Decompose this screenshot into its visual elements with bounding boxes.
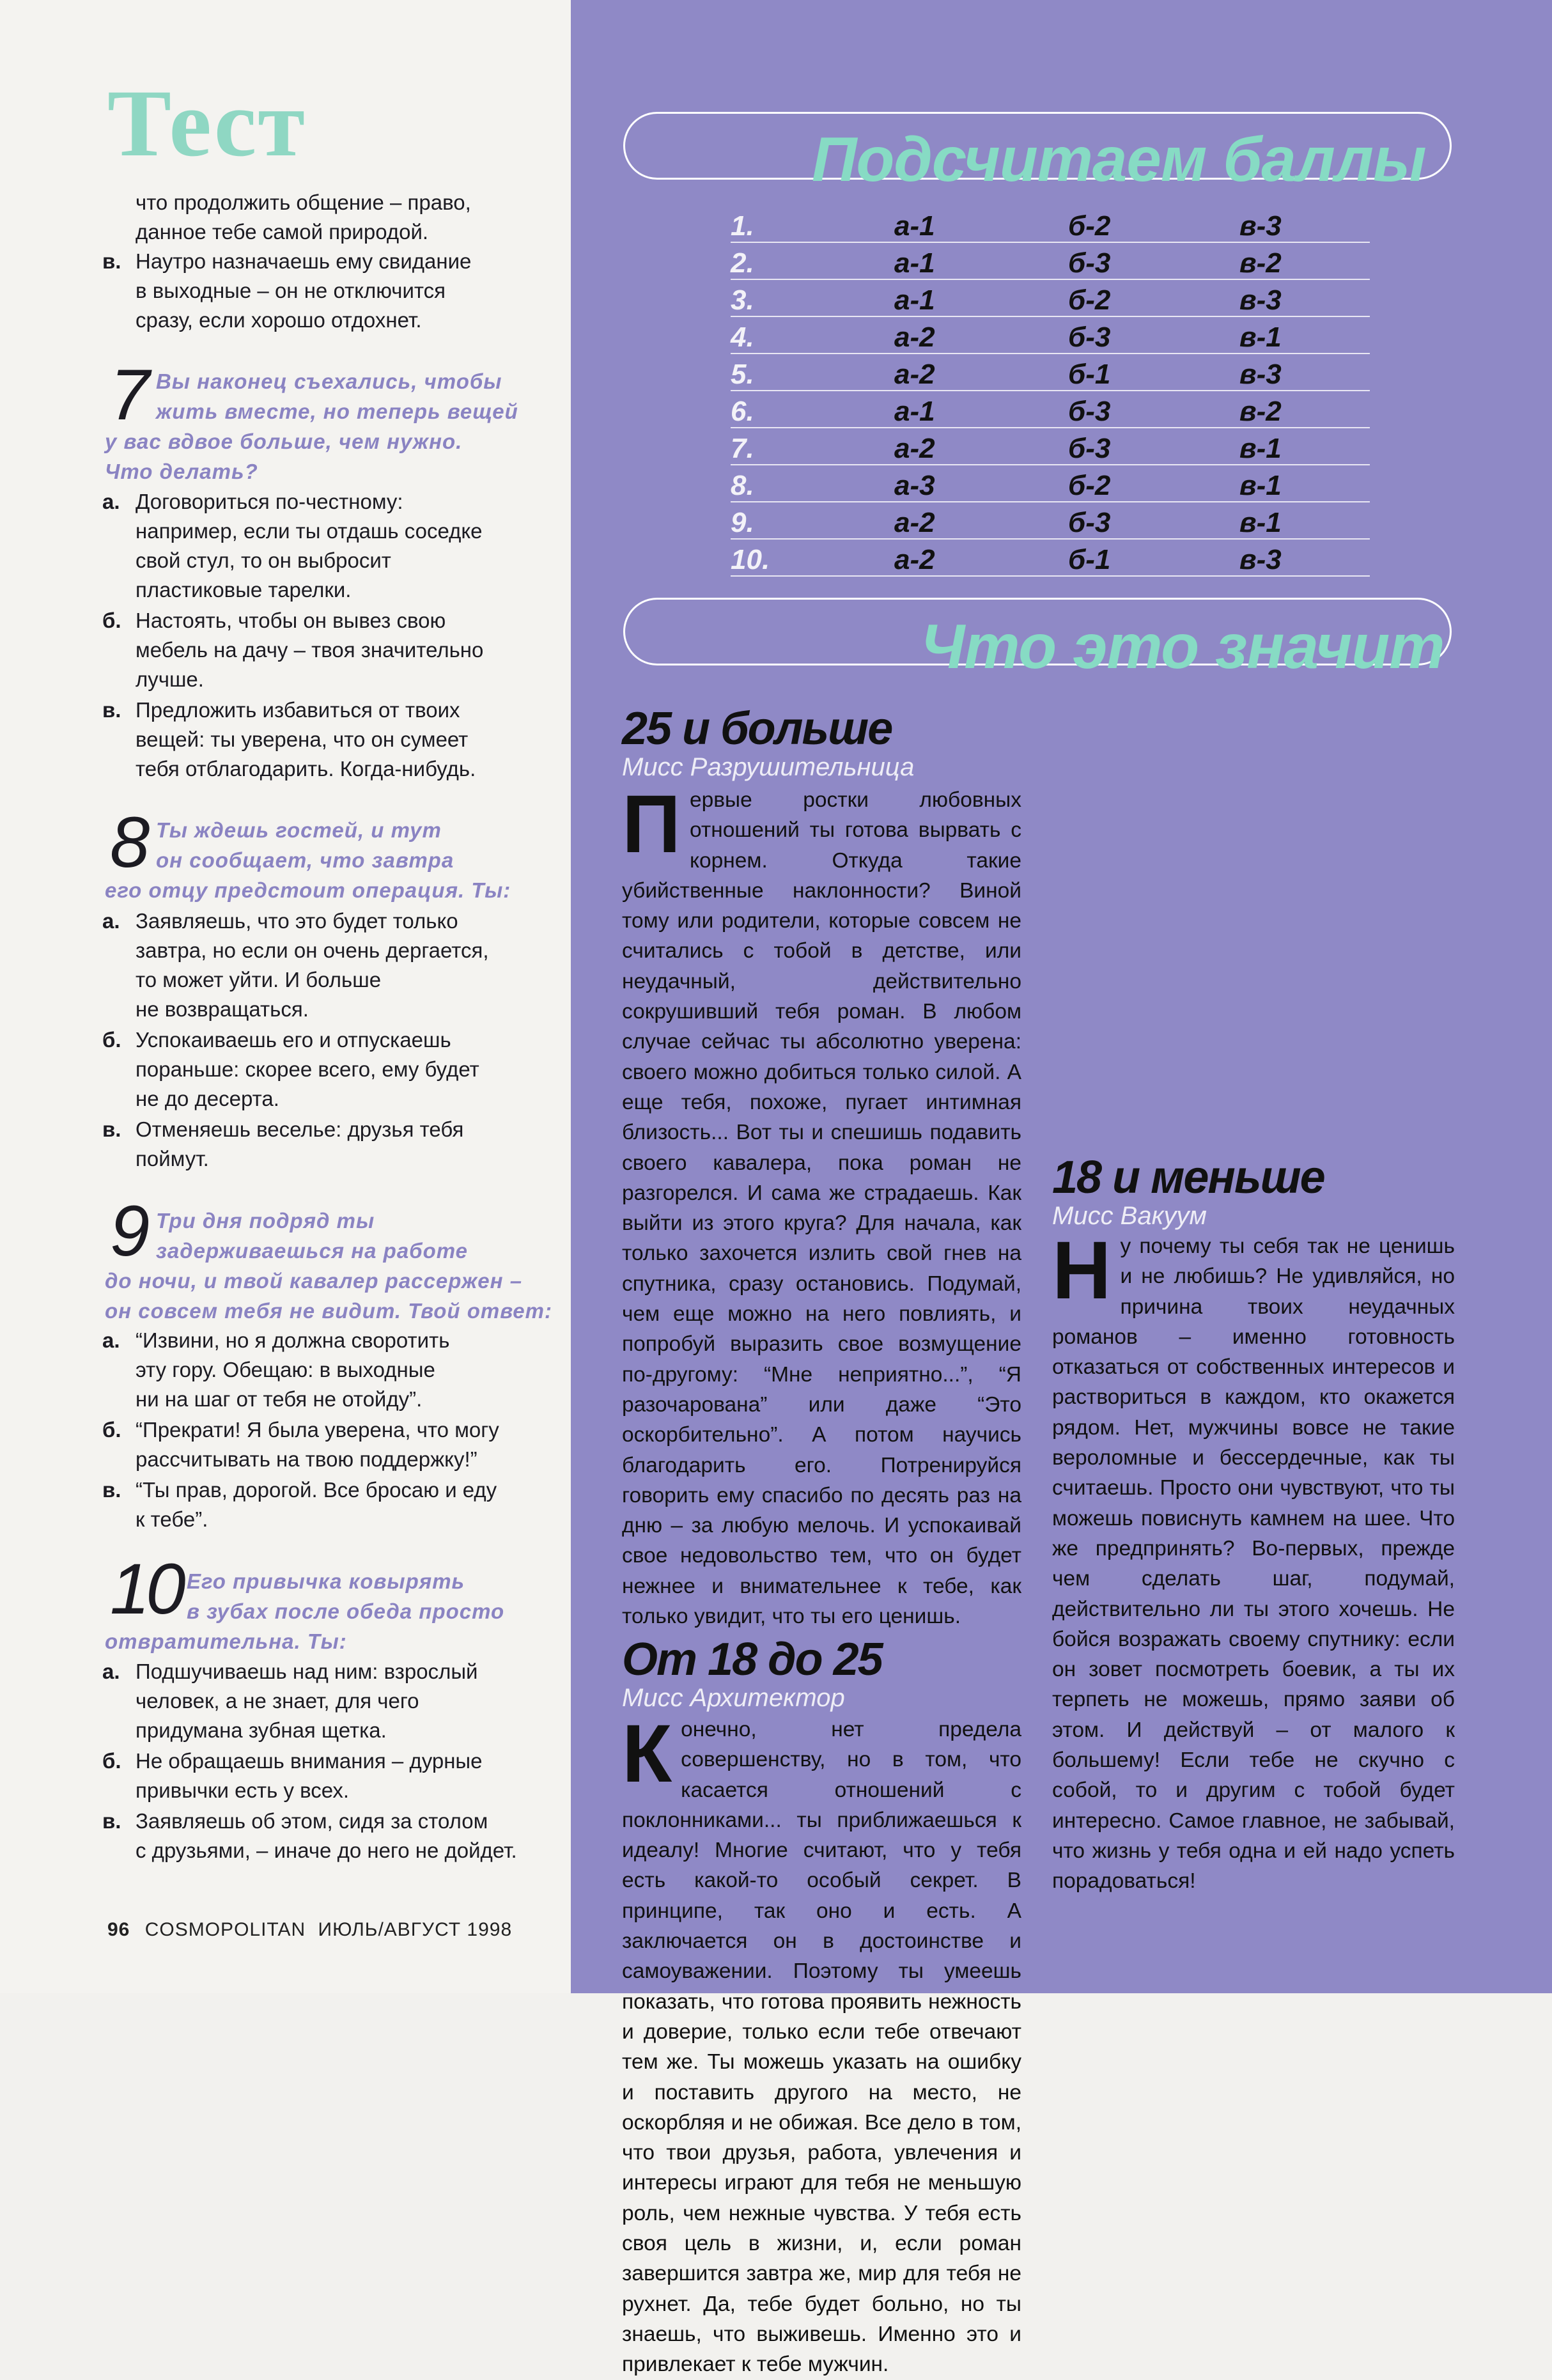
answer-10a (102, 1657, 550, 1745)
score-row (731, 208, 1370, 244)
score-b: б-3 (1068, 507, 1111, 538)
question-8-text (105, 815, 511, 905)
section-heading-18-less: 18 и меньше (1052, 1152, 1324, 1203)
question-number-7: 7 (110, 355, 146, 435)
text-line: Настоять, чтобы он вывез свою (136, 609, 446, 632)
text-line: Не обращаешь внимания – дурные (136, 1749, 483, 1773)
score-b: б-3 (1068, 247, 1111, 279)
question-line: Его привычка ковырять (187, 1569, 465, 1593)
score-a: а-3 (894, 470, 935, 501)
score-c: в-1 (1239, 470, 1282, 501)
text-line: свой стул, то он выбросит (136, 548, 391, 572)
score-row (731, 468, 1370, 504)
question-line: Что делать? (105, 460, 258, 483)
score-c: в-2 (1239, 396, 1282, 427)
answer-letter: а. (102, 909, 120, 933)
section-text-18-less (1052, 1225, 1455, 1897)
question-9-text (105, 1206, 552, 1326)
score-c: в-1 (1239, 322, 1282, 353)
answer-8a (102, 906, 550, 1024)
question-number-10: 10 (110, 1549, 182, 1629)
section-subtitle: Мисс Архитектор (622, 1684, 845, 1712)
question-line: отвратительна. Ты: (105, 1629, 347, 1653)
answer-8c (102, 1115, 550, 1174)
scores-title: Подсчитаем баллы (812, 124, 1426, 194)
answer-letter: в. (102, 1809, 121, 1833)
answer-8b (102, 1025, 550, 1114)
score-a: а-2 (894, 507, 935, 538)
drop-cap: Н (1052, 1225, 1112, 1316)
answer-10b (102, 1746, 550, 1805)
text-line: к тебе”. (136, 1507, 208, 1531)
question-line: Ты ждешь гостей, и тут (156, 818, 442, 842)
score-c: в-3 (1239, 210, 1282, 242)
score-row (731, 357, 1370, 393)
score-a: а-1 (894, 210, 935, 242)
score-c: в-3 (1239, 359, 1282, 390)
text-line: в выходные – он не отключится (136, 279, 446, 302)
text-line: Подшучиваешь над ним: взрослый (136, 1660, 478, 1683)
answer-letter: в. (102, 1117, 121, 1141)
score-b: б-2 (1068, 284, 1111, 316)
issue-date: ИЮЛЬ/АВГУСТ 1998 (318, 1919, 513, 1940)
section-heading-18-25: От 18 до 25 (622, 1634, 882, 1685)
text-line: завтра, но если он очень дергается, (136, 938, 489, 962)
answer-9a (102, 1326, 550, 1414)
score-a: а-2 (894, 544, 935, 575)
row-number: 9. (731, 507, 754, 538)
question-10-text (105, 1566, 504, 1656)
text-line: человек, а не знает, для чего (136, 1689, 419, 1713)
text-line: эту гору. Обещаю: в выходные (136, 1358, 435, 1381)
row-number: 7. (731, 433, 754, 464)
score-row (731, 283, 1370, 318)
text-line: поймут. (136, 1147, 209, 1171)
text-line: не возвращаться. (136, 997, 309, 1021)
score-b: б-1 (1068, 359, 1111, 390)
question-line: его отцу предстоит операция. Ты: (105, 878, 511, 902)
text-line: вещей: ты уверена, что он сумеет (136, 727, 469, 751)
text-line: пластиковые тарелки. (136, 578, 352, 602)
text-line: “Ты прав, дорогой. Все бросаю и еду (136, 1478, 497, 1502)
meaning-title: Что это значит (920, 611, 1445, 681)
score-row (731, 245, 1370, 281)
score-row (731, 431, 1370, 467)
text-line: пораньше: скорее всего, ему будет (136, 1057, 479, 1081)
answer-letter: в. (102, 698, 121, 722)
magazine-name: COSMOPOLITAN (144, 1919, 306, 1940)
row-number: 1. (731, 210, 754, 242)
score-a: а-1 (894, 396, 935, 427)
section-subtitle: Мисс Вакуум (1052, 1202, 1207, 1230)
answer-letter: а. (102, 1660, 120, 1683)
score-c: в-3 (1239, 284, 1282, 316)
answer-letter: а. (102, 490, 120, 513)
score-b: б-3 (1068, 322, 1111, 353)
answer-letter: б. (102, 1749, 121, 1773)
row-number: 2. (731, 247, 754, 279)
section-text-25-plus (622, 779, 1021, 1631)
text-line: “Прекрати! Я была уверена, что могу (136, 1418, 499, 1442)
score-a: а-2 (894, 322, 935, 353)
intro-text (102, 188, 550, 247)
question-line: он совсем тебя не видит. Твой ответ: (105, 1299, 552, 1323)
score-a: а-2 (894, 433, 935, 464)
answer-letter: в. (102, 249, 121, 273)
question-line: в зубах после обеда просто (187, 1599, 505, 1623)
answer-prev-c (102, 247, 550, 335)
text-line: данное тебе самой природой. (136, 220, 429, 244)
score-row (731, 542, 1370, 578)
score-b: б-2 (1068, 470, 1111, 501)
text-line: “Извини, но я должна своротить (136, 1328, 450, 1352)
text-line: с друзьями, – иначе до него не дойдет. (136, 1839, 517, 1862)
answer-10c (102, 1807, 550, 1865)
answer-7b (102, 606, 550, 694)
text-line: сразу, если хорошо отдохнет. (136, 308, 422, 332)
score-b: б-2 (1068, 210, 1111, 242)
paragraph: ервые ростки любовных отношений ты готова вырвать с корнем. Откуда такие убийственные наклонности? Виной тому или родители, которые совсем не считались с тобой в детстве, или неудачный, действительно сокрушивший тебя роман. В любом случае сейчас ты абсолютно уверена: своего можно добиться только силой. А еще тебя, похоже, пугает интимная близость... Вот ты и спешишь подавить своего кавалера, пока роман не разгорелся. И сама же страдаешь. Как выйти из этого круга? Для начала, как только захочется излить свой гнев на спутника, сразу остановись. Подумай, чем еще можно на него повлиять, и попробуй выразить свое возмущение по-другому: “Мне неприятно...”, “Я разочарована” или даже “Это оскорбительно”. А потом научись благодарить его. Потренируйся говорить ему спасибо по десять раз на дню – за любую мелочь. И успокаивай свое недовольство тем, что он будет нежнее и внимательнее к тебе, как только увидит, что ты его ценишь. (622, 788, 1021, 1629)
text-line: Успокаиваешь его и отпускаешь (136, 1028, 451, 1052)
score-row (731, 320, 1370, 355)
answer-letter: в. (102, 1478, 121, 1502)
answer-letter: б. (102, 1418, 121, 1442)
row-number: 5. (731, 359, 754, 390)
section-heading-25-plus: 25 и больше (622, 703, 892, 754)
answer-7a (102, 487, 550, 605)
row-number: 8. (731, 470, 754, 501)
question-line: он сообщает, что завтра (156, 848, 454, 872)
paragraph: онечно, нет предела совершенству, но в том, что касается отношений с поклонниками... ты приближаешься к идеалу! Многие считают, что у тебя есть какой-то особый секрет. В принципе, так оно и есть. А заключается он в достоинстве и самоуважении. Поэтому ты умеешь показать, что готова проявить нежность и доверие, только если тебе отвечают тем же. Ты можешь указать на ошибку и поставить другого на место, не оскорбляя и не обижая. Все дело в том, что твои друзья, работа, увлечения и интересы играют для тебя не меньшую роль, чем нежные чувства. У тебя есть своя цель в жизни, и, если роман завершится завтра же, мир для тебя не рухнет. Да, тебе будет больно, но ты знаешь, что выживешь. Именно это и привлекает к тебе мужчин. (622, 1718, 1021, 2377)
score-b: б-1 (1068, 544, 1111, 575)
score-row (731, 505, 1370, 541)
question-line: жить вместе, но теперь вещей (156, 400, 518, 423)
answer-letter: б. (102, 1028, 121, 1052)
text-line: ни на шаг от тебя не отойду”. (136, 1387, 423, 1411)
question-7-text (105, 366, 518, 486)
section-subtitle: Мисс Разрушительница (622, 753, 915, 781)
score-c: в-2 (1239, 247, 1282, 279)
score-row (731, 394, 1370, 430)
text-line: лучше. (136, 667, 204, 691)
section-text-18-25 (622, 1708, 1021, 2380)
drop-cap: К (622, 1708, 672, 1800)
score-b: б-3 (1068, 433, 1111, 464)
page-number: 96 (107, 1919, 130, 1940)
score-a: а-2 (894, 359, 935, 390)
answer-letter: а. (102, 1328, 120, 1352)
text-line: Заявляешь об этом, сидя за столом (136, 1809, 488, 1833)
question-number-9: 9 (110, 1191, 146, 1271)
answer-9c (102, 1475, 550, 1534)
text-line: Предложить избавиться от твоих (136, 698, 460, 722)
score-a: а-1 (894, 247, 935, 279)
score-a: а-1 (894, 284, 935, 316)
text-line: тебя отблагодарить. Когда-нибудь. (136, 757, 476, 781)
question-line: задерживаешься на работе (156, 1239, 469, 1263)
text-line: Отменяешь веселье: друзья тебя (136, 1117, 464, 1141)
question-number-8: 8 (110, 802, 146, 882)
text-line: что продолжить общение – право, (136, 191, 471, 214)
text-line: например, если ты отдашь соседке (136, 519, 483, 543)
text-line: привычки есть у всех. (136, 1778, 350, 1802)
page-title: Тест (107, 70, 307, 176)
score-c: в-1 (1239, 507, 1282, 538)
text-line: не до десерта. (136, 1087, 279, 1110)
row-number: 3. (731, 284, 754, 316)
question-line: до ночи, и твой кавалер рассержен – (105, 1269, 523, 1293)
score-b: б-3 (1068, 396, 1111, 427)
row-number: 10. (731, 544, 770, 575)
score-c: в-3 (1239, 544, 1282, 575)
text-line: Наутро назначаешь ему свидание (136, 249, 472, 273)
text-line: Договориться по-честному: (136, 490, 403, 513)
left-column (0, 0, 571, 1993)
drop-cap: П (622, 779, 681, 870)
answer-9b (102, 1415, 550, 1474)
paragraph: у почему ты себя так не ценишь и не любишь? Не удивляйся, но причина твоих неудачных романов – именно готовность отказаться от собственных интересов и раствориться в каждом, кто окажется рядом. Нет, мужчины вовсе не такие вероломные и бессердечные, как ты считаешь. Просто они чувствуют, что ты можешь повиснуть камнем на шее. Что же предпринять? Во-первых, прежде чем сделать шаг, подумай, действительно ли ты этого хочешь. Не бойся возражать своему спутнику: если он зовет посмотреть боевик, а ты их терпеть не можешь, прямо заяви об этом. И действуй – от малого к большему! Если тебе не скучно с собой, то и другим с тобой будет интересно. Самое главное, не забывай, что жизнь у тебя одна и ей надо успеть порадоваться! (1052, 1234, 1455, 1894)
answer-7c (102, 696, 550, 784)
question-line: Вы наконец съехались, чтобы (156, 369, 502, 393)
text-line: то может уйти. И больше (136, 968, 382, 992)
row-number: 4. (731, 322, 754, 353)
question-line: у вас вдвое больше, чем нужно. (105, 430, 463, 453)
text-line: Заявляешь, что это будет только (136, 909, 458, 933)
text-line: мебель на дачу – твоя значительно (136, 638, 484, 662)
text-line: придумана зубная щетка. (136, 1718, 387, 1742)
page-footer (107, 1919, 512, 1941)
question-line: Три дня подряд ты (156, 1209, 375, 1233)
row-number: 6. (731, 396, 754, 427)
text-line: рассчитывать на твою поддержку!” (136, 1447, 477, 1471)
score-c: в-1 (1239, 433, 1282, 464)
answer-letter: б. (102, 609, 121, 632)
